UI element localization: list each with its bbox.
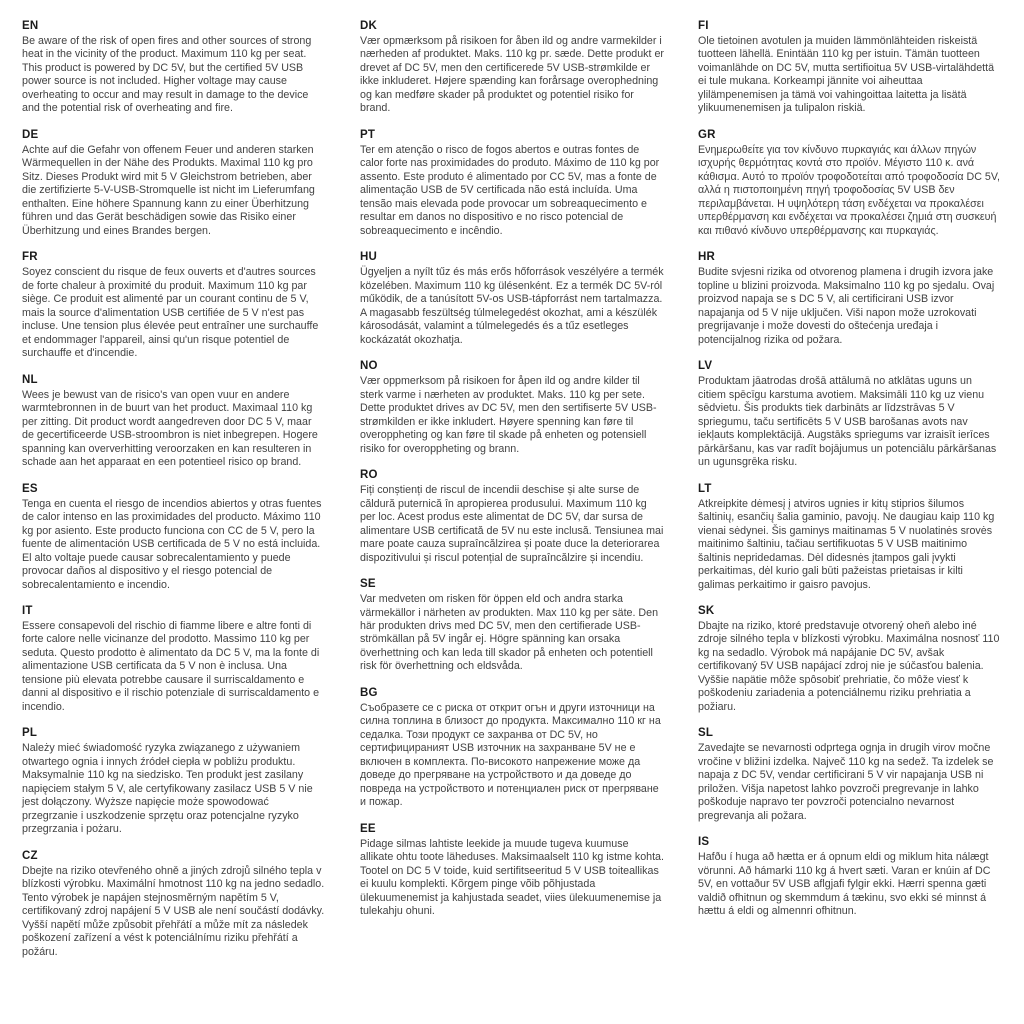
lang-code-pl: PL [22,727,38,740]
lang-code-ee: EE [360,822,376,835]
lang-text-bg: Съобразете се с риска от открит огън и други източници на силна топлина в близост до продукта. Максимално 110 кг на седалка. Този продукт се захранва от DC 5V, но сертифицираният USB източник на захранване 5V не е включен в комплекта. По-високото напрежение може да доведе до прегряване на устройството и да доведе до повреда на устройството и потенциален риск от прегряване и пожар. [360,701,661,809]
lang-block-pt [360,129,664,238]
lang-code-es: ES [22,482,38,495]
lang-block-hu [360,251,664,347]
lang-code-lt: LT [698,482,712,495]
lang-text-no: Vær oppmerksom på risikoen for åpen ild og andre kilder til sterk varme i nærheten av produktet. Maks. 110 kg per sete. Dette produktet drives av DC 5V, men den sertifiserte 5V USB-strømkilden er ikke inkludert. Høyere spenning kan føre til overoppheting og kan føre til skade på enheten og potensiell risiko for overoppheting og brann. [360,375,657,455]
lang-code-se: SE [360,578,376,591]
column-3 [698,20,1002,972]
lang-block-nl [22,374,326,470]
lang-block-lt [698,483,1002,592]
lang-block-no [360,360,664,456]
lang-code-no: NO [360,360,378,373]
lang-block-hr [698,251,1002,347]
lang-text-es: Tenga en cuenta el riesgo de incendios abiertos y otras fuentes de calor intenso en las proximidades del producto. Máximo 110 kg por asiento. Este producto funciona con CC de 5 V, pero la fuente de alimentación USB certificada de 5 V no está incluida. El alto voltaje puede causar sobrecalentamiento y puede provocar daños al dispositivo y el riesgo potencial de sobrecalentamiento e incendio. [22,497,322,591]
lang-block-sl [698,727,1002,823]
lang-code-gr: GR [698,128,716,141]
lang-code-lv: LV [698,360,713,373]
lang-text-dk: Vær opmærksom på risikoen for åben ild og andre varmekilder i nærheden af produktet. Maks. 110 kg pr. sæde. Dette produkt er drevet af DC 5V, men den certificerede 5V USB-strømkilde er ikke inkluderet. Højere spænding kan forårsage overophedning og kan medføre skader på produktet og potentiel risiko for brand. [360,35,664,115]
lang-code-pt: PT [360,128,376,141]
lang-code-fr: FR [22,251,38,264]
lang-text-sl: Zavedajte se nevarnosti odprtega ognja in drugih virov močne vročine v bližini izdelka. Največ 110 kg na sedež. Ta izdelek se napaja z DC 5V, vendar certificirani 5 V vir napajanja USB ni priložen. Višja napetost lahko povzroči pregrevanje in lahko poškoduje napravo ter povzroči potencialno nevarnost pregrevanja ali požara. [698,742,994,822]
lang-text-cz: Dbejte na riziko otevřeného ohně a jiných zdrojů silného tepla v blízkosti výrobku. Maximální hmotnost 110 kg na jedno sedadlo. Tento výrobek je napájen stejnosměrným napětím 5 V, certifikovaný zdroj napájení 5 V USB ale není součástí dodávky. Vyšší napětí může způsobit přehřátí a může mít za následek poškození zařízení a vést k potenciálnímu riziku přehřátí a požáru. [22,864,325,958]
lang-code-bg: BG [360,686,378,699]
lang-text-lt: Atkreipkite dėmesį į atviros ugnies ir kitų stiprios šilumos šaltinių, esančių šalia gaminio, pavojų. Ne daugiau kaip 110 kg vienai sėdynei. Šis gaminys maitinamas 5 V nuolatinės srovės maitinimo šaltiniu, tačiau sertifikuotas 5 V USB maitinimo šaltinis nepridedamas. Dėl didesnės įtampos gali įvykti perkaitimas, dėl kurio gali būti pažeistas prietaisas ir kilti galimas perkaitimo ir gaisro pavojus. [698,497,995,591]
lang-code-dk: DK [360,20,378,32]
lang-text-de: Achte auf die Gefahr von offenem Feuer und anderen starken Wärmequellen in der Nähe des Produkts. Maximal 110 kg pro Sitz. Dieses Produkt wird mit 5 V Gleichstrom betrieben, aber die zertifizierte 5-V-USB-Stromquelle ist nicht im Lieferumfang enthalten. Eine höhere Spannung kann zu einer Überhitzung führen und das Gerät beschädigen sowie das Risiko einer Überhitzung und eines Brandes bergen. [22,143,315,237]
lang-text-sk: Dbajte na riziko, ktoré predstavuje otvorený oheň alebo iné zdroje silného tepla v blízkosti výrobku. Maximálna nosnosť 110 kg na sedadlo. Výrobok má napájanie DC 5V, avšak certifikovaný 5V USB napájací zdroj nie je súčasťou balenia. Vyššie napätie môže spôsobiť prehriatie, čo môže viesť k poškodeniu zariadenia a potenciálnemu riziku prehriatia a požiaru. [698,619,1000,713]
lang-block-es [22,483,326,592]
lang-text-lv: Produktam jāatrodas drošā attālumā no atklātas uguns un citiem spēcīgu karstuma avotiem. Maksimāli 110 kg uz vienu sēdvietu. Šis produkts tiek darbināts ar līdzstrāvas 5 V spriegumu, taču sertificēts 5 V USB barošanas avots nav iekļauts komplektācijā. Augstāks spriegums var izraisīt ierīces pārkāršanu, kas var radīt bojājumus un potenciālu pārkāršanas un ugunsgrēka risku. [698,375,997,469]
lang-block-fr [22,251,326,360]
lang-block-is [698,836,1002,918]
lang-code-nl: NL [22,373,38,386]
lang-block-pl [22,727,326,836]
column-1 [22,20,326,972]
lang-code-is: IS [698,836,710,849]
lang-block-bg [360,687,664,810]
lang-text-se: Var medveten om risken för öppen eld och andra starka värmekällor i närheten av produkten. Max 110 kg per säte. Den här produkten drivs med DC 5V, men den certifierade USB-strömkällan på 5V ingår ej. Högre spänning kan orsaka överhettning och kan leda till skador på enheten och potentiell risk för överhettning och eldsvåda. [360,593,659,673]
lang-block-ro [360,469,664,565]
lang-text-pl: Należy mieć świadomość ryzyka związanego z używaniem otwartego ognia i innych źródeł ciepła w pobliżu produktu. Maksymalnie 110 kg na siedzisko. Ten produkt jest zasilany napięciem stałym 5 V, ale certyfikowany zasilacz USB 5 V nie jest dołączony. Wyższe napięcie może spowodować przegrzanie i uszkodzenie sprzętu oraz potencjalne ryzyko przegrzania i pożaru. [22,742,313,836]
lang-code-de: DE [22,128,39,141]
lang-text-nl: Wees je bewust van de risico's van open vuur en andere warmtebronnen in de buurt van het product. Maximaal 110 kg per zitting. Dit product wordt aangedreven door DC 5 V, maar de gecertificeerde USB-stroombron is niet inbegrepen. Hogere spanning kan oververhitting veroorzaken en kan resulteren in schade aan het apparaat en een potentieel risico op brand. [22,388,318,469]
lang-code-sk: SK [698,604,715,617]
lang-block-se [360,578,664,674]
lang-text-fr: Soyez conscient du risque de feux ouverts et d'autres sources de forte chaleur à proximité du produit. Maximum 110 kg par siège. Ce produit est alimenté par un courant continu de 5 V, mais la source d'alimentation USB certifiée de 5 V n'est pas incluse. Une tension plus élevée peut entraîner une surchauffe et endommager l'appareil, ainsi qu'un risque potentiel de surchauffe et d'incendie. [22,266,319,360]
lang-text-gr: Ενημερωθείτε για τον κίνδυνο πυρκαγιάς και άλλων πηγών ισχυρής θερμότητας κοντά στο προϊόν. Μέγιστο 110 κ. ανά κάθισμα. Αυτό το προϊόν τροφοδοτείται από τροφοδοσία DC 5V, αλλά η πιστοποιημένη πηγή τροφοδοσίας 5V USB δεν περιλαμβάνεται. Η υψηλότερη τάση ενδέχεται να προκαλέσει υπερθέρμανση και ενδέχεται να προκαλέσει ζημιά στη συσκευή και πιθανό κίνδυνο υπερθέρμανσης και πυρκαγιάς. [698,143,1000,237]
lang-text-it: Essere consapevoli del rischio di fiamme libere e altre fonti di forte calore nelle vicinanze del prodotto. Massimo 110 kg per seduta. Questo prodotto è alimentato da DC 5 V, ma la fonte di alimentazione USB certificata da 5 V non è inclusa. Una tensione più elevata potrebbe causare il surriscaldamento e danni al dispositivo e il rischio potenziale di surriscaldamento e incendio. [22,619,320,713]
lang-code-sl: SL [698,727,714,740]
lang-code-hu: HU [360,251,378,264]
lang-block-it [22,605,326,714]
lang-block-fi [698,20,1002,116]
lang-block-en [22,20,326,116]
lang-block-sk [698,605,1002,714]
lang-block-gr [698,129,1002,238]
lang-block-lv [698,360,1002,469]
lang-code-hr: HR [698,251,716,264]
lang-text-en: Be aware of the risk of open fires and other sources of strong heat in the vicinity of the product. Maximum 110 kg per seat. This product is powered by DC 5V, but the certified 5V USB power source is not included. Higher voltage may cause overheating to occur and may result in damage to the device and the potential risk of overheating and fire. [22,35,312,115]
lang-text-is: Hafðu í huga að hætta er á opnum eldi og miklum hita nálægt vörunni. Að hámarki 110 kg á hvert sæti. Varan er knúin af DC 5V, en vottaður 5V USB aflgjafi fylgir ekki. Hærri spenna gæti valdið ofhitnun og skemmdum á tækinu, svo ekki sé minnst á hættu á eldi og almennri ofhitnun. [698,851,991,918]
lang-code-fi: FI [698,20,709,32]
lang-block-ee [360,823,664,919]
lang-block-de [22,129,326,238]
lang-text-hr: Budite svjesni rizika od otvorenog plamena i drugih izvora jake topline u blizini proizvoda. Maksimalno 110 kg po sjedalu. Ovaj proizvod napaja se s DC 5 V, ali certificirani USB izvor napajanja od 5 V nije uključen. Viši napon može uzrokovati pregrijavanje i može dovesti do oštećenja uređaja i potencijalnog rizika od požara. [698,266,995,346]
lang-code-en: EN [22,20,39,32]
lang-block-cz [22,850,326,959]
lang-text-fi: Ole tietoinen avotulen ja muiden lämmönlähteiden riskeistä tuotteen lähellä. Enintään 110 kg per istuin. Tämän tuotteen voimanlähde on DC 5V, mutta sertifioitua 5V USB-virtalähdettä ei tule mukana. Korkeampi jännite voi aiheuttaa ylilämpenemisen ja tämä voi vahingoittaa laitetta ja lisätä ylikuumenemisen ja tulipalon riskiä. [698,35,995,115]
lang-code-ro: RO [360,469,378,482]
lang-block-dk [360,20,664,116]
lang-text-ro: Fiți conștienți de riscul de incendii deschise și alte surse de căldură puternică în apropierea produsului. Maximum 110 kg per loc. Acest produs este alimentat de DC 5V, dar sursa de alimentare USB certificată de 5V nu este inclusă. Tensiunea mai mare poate cauza supraîncălzirea și poate duce la deteriorarea dispozitivului și riscul potențial de supraîncălzire și incendiu. [360,484,664,564]
lang-code-cz: CZ [22,849,38,862]
lang-text-pt: Ter em atenção o risco de fogos abertos e outras fontes de calor forte nas proximidades do produto. Máximo de 110 kg por assento. Este produto é alimentado por CC 5V, mas a fonte de alimentação USB de 5V certificada não está incluída. Uma tensão mais elevada pode provocar um sobreaquecimento e resultar em danos no dispositivo e no risco potencial de sobreaquecimento e incêndio. [360,143,660,237]
column-2 [360,20,664,972]
lang-text-hu: Ügyeljen a nyílt tűz és más erős hőforrások veszélyére a termék közelében. Maximum 110 kg ülésenként. Ez a termék DC 5V-ról működik, de a tanúsított 5V-os USB-tápforrást nem tartalmazza. A magasabb feszültség túlmelegedést okozhat, ami a készülék károsodását, valamint a túlmelegedés és a tűz esetleges kockázatát okozhatja. [360,266,664,346]
lang-text-ee: Pidage silmas lahtiste leekide ja muude tugeva kuumuse allikate ohtu toote läheduses. Maksimaalselt 110 kg istme kohta. Tootel on DC 5 V toide, kuid sertifitseeritud 5 V USB toiteallikas ei kuulu komplekti. Kõrgem pinge võib põhjustada ülekuumenemist ja kahjustada seadet, viies ülekuumenemise ja tulekahju ohuni. [360,837,664,918]
lang-code-it: IT [22,604,33,617]
